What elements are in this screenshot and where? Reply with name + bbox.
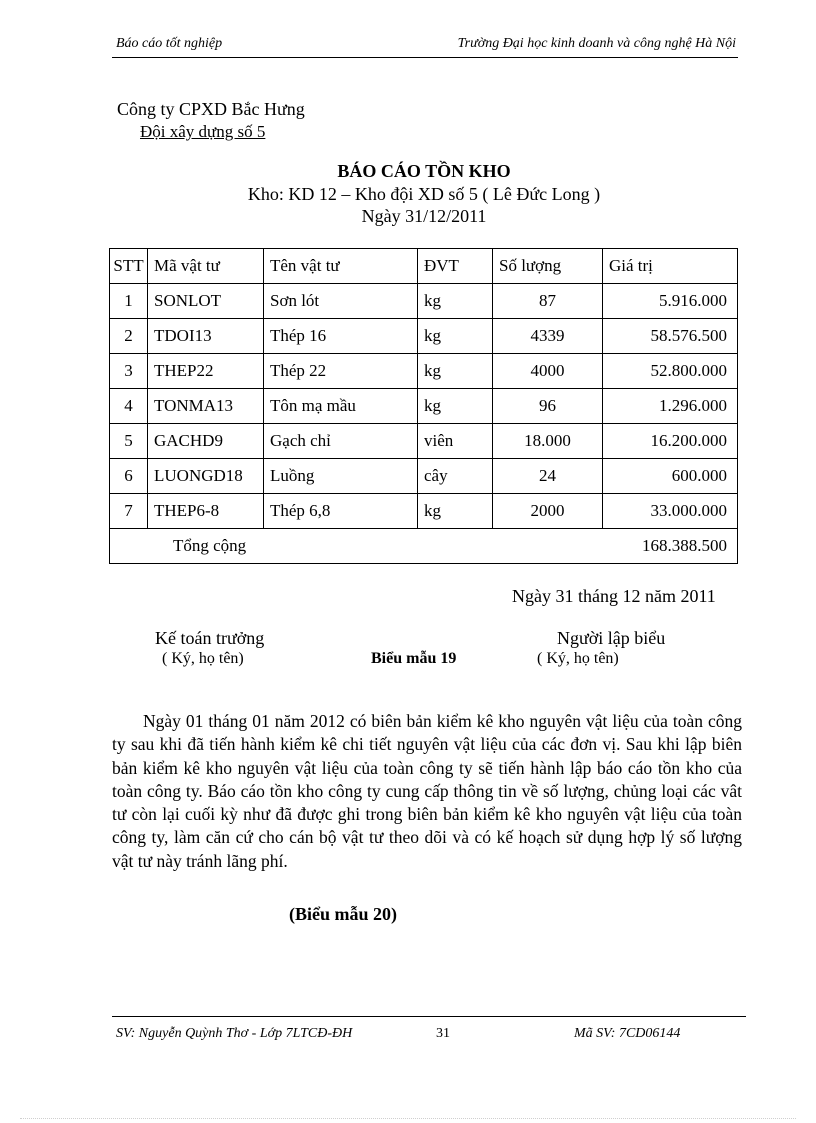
cell-qty: 2000 (493, 494, 603, 529)
report-date: Ngày 31/12/2011 (361, 206, 487, 226)
report-warehouse: Kho: KD 12 – Kho đội XD số 5 ( Lê Đức Long ) (247, 184, 601, 204)
report-title: BÁO CÁO TỒN KHO (337, 161, 511, 181)
total-label: Tổng cộng (110, 529, 493, 564)
cell-qty: 4339 (493, 319, 603, 354)
page-edge-dots (20, 1118, 796, 1119)
cell-code: LUONGD18 (148, 459, 264, 494)
table-row (110, 459, 738, 494)
cell-name: Gạch chỉ (264, 424, 418, 459)
preparer-title: Người lập biểu (557, 628, 666, 648)
company-name: Công ty CPXD Bắc Hưng (117, 99, 305, 119)
cell-name: Thép 16 (264, 319, 418, 354)
cell-qty: 87 (493, 284, 603, 319)
cell-name: Thép 6,8 (264, 494, 418, 529)
cell-code: GACHD9 (148, 424, 264, 459)
cell-stt: 7 (110, 494, 148, 529)
cell-unit: kg (418, 354, 493, 389)
cell-value: 33.000.000 (603, 494, 738, 529)
cell-unit: kg (418, 284, 493, 319)
cell-stt: 5 (110, 424, 148, 459)
cell-name: Luồng (264, 459, 418, 494)
body-paragraph: Ngày 01 tháng 01 năm 2012 có biên bản kiểm kê kho nguyên vật liệu của toàn công ty sau khi đã tiến hành kiểm kê chi tiết nguyên vật liệu của các đơn vị. Sau khi lập biên bản kiểm kê kho nguyên vật liệu của toàn công ty sẽ tiến hành lập báo cáo tồn kho của toàn công ty. Báo cáo tồn kho công ty cung cấp thông tin về số lượng, chủng loại các vât tư còn lại cuối kỳ như đã được ghi trong biên bản kiểm kê kho nguyên vật liệu của toàn công ty, làm căn cứ cho cán bộ vật tư theo dõi và có kế hoạch sử dụng hợp lý số lượng vật tư này tránh lãng phí. (112, 711, 742, 871)
header-rule (112, 57, 738, 58)
form-20-reference: (Biểu mẫu 20) (289, 904, 397, 924)
header-stt: STT (110, 249, 148, 284)
header-qty: Số lượng (493, 249, 603, 284)
cell-unit: kg (418, 319, 493, 354)
cell-qty: 18.000 (493, 424, 603, 459)
header-unit: ĐVT (418, 249, 493, 284)
table-total-row (110, 529, 738, 564)
page-number: 31 (436, 1026, 450, 1041)
cell-code: THEP22 (148, 354, 264, 389)
cell-code: TONMA13 (148, 389, 264, 424)
cell-value: 1.296.000 (603, 389, 738, 424)
cell-value: 16.200.000 (603, 424, 738, 459)
footer-rule (112, 1016, 746, 1017)
header-value: Giá trị (603, 249, 738, 284)
cell-stt: 4 (110, 389, 148, 424)
header-code: Mã vật tư (148, 249, 264, 284)
cell-unit: kg (418, 389, 493, 424)
cell-stt: 1 (110, 284, 148, 319)
cell-qty: 4000 (493, 354, 603, 389)
total-value: 168.388.500 (493, 529, 738, 564)
table-row (110, 494, 738, 529)
form-19-label: Biểu mẫu 19 (371, 650, 457, 667)
signature-date: Ngày 31 tháng 12 năm 2011 (512, 586, 716, 606)
team-name: Đội xây dựng số 5 (140, 122, 266, 141)
table-row (110, 389, 738, 424)
chief-accountant-title: Kế toán trưởng (155, 628, 265, 648)
cell-qty: 24 (493, 459, 603, 494)
cell-stt: 2 (110, 319, 148, 354)
cell-stt: 6 (110, 459, 148, 494)
footer-student: SV: Nguyễn Quỳnh Thơ - Lớp 7LTCĐ-ĐH (116, 1026, 353, 1041)
table-row (110, 319, 738, 354)
table-row (110, 284, 738, 319)
inventory-table (109, 248, 738, 564)
cell-code: TDOI13 (148, 319, 264, 354)
header-name: Tên vật tư (264, 249, 418, 284)
cell-unit: kg (418, 494, 493, 529)
cell-value: 52.800.000 (603, 354, 738, 389)
table-header-row (110, 249, 738, 284)
cell-name: Thép 22 (264, 354, 418, 389)
header-left: Báo cáo tốt nghiệp (116, 36, 223, 51)
cell-stt: 3 (110, 354, 148, 389)
table-row (110, 354, 738, 389)
cell-value: 5.916.000 (603, 284, 738, 319)
cell-unit: viên (418, 424, 493, 459)
chief-accountant-note: ( Ký, họ tên) (162, 650, 244, 667)
cell-qty: 96 (493, 389, 603, 424)
cell-value: 58.576.500 (603, 319, 738, 354)
cell-name: Sơn lót (264, 284, 418, 319)
preparer-note: ( Ký, họ tên) (537, 650, 619, 667)
cell-value: 600.000 (603, 459, 738, 494)
cell-code: THEP6-8 (148, 494, 264, 529)
table-row (110, 424, 738, 459)
header-right: Trường Đại học kinh doanh và công nghệ Hà Nội (457, 36, 736, 51)
cell-unit: cây (418, 459, 493, 494)
cell-name: Tôn mạ mầu (264, 389, 418, 424)
footer-student-id: Mã SV: 7CD06144 (574, 1026, 681, 1041)
cell-code: SONLOT (148, 284, 264, 319)
